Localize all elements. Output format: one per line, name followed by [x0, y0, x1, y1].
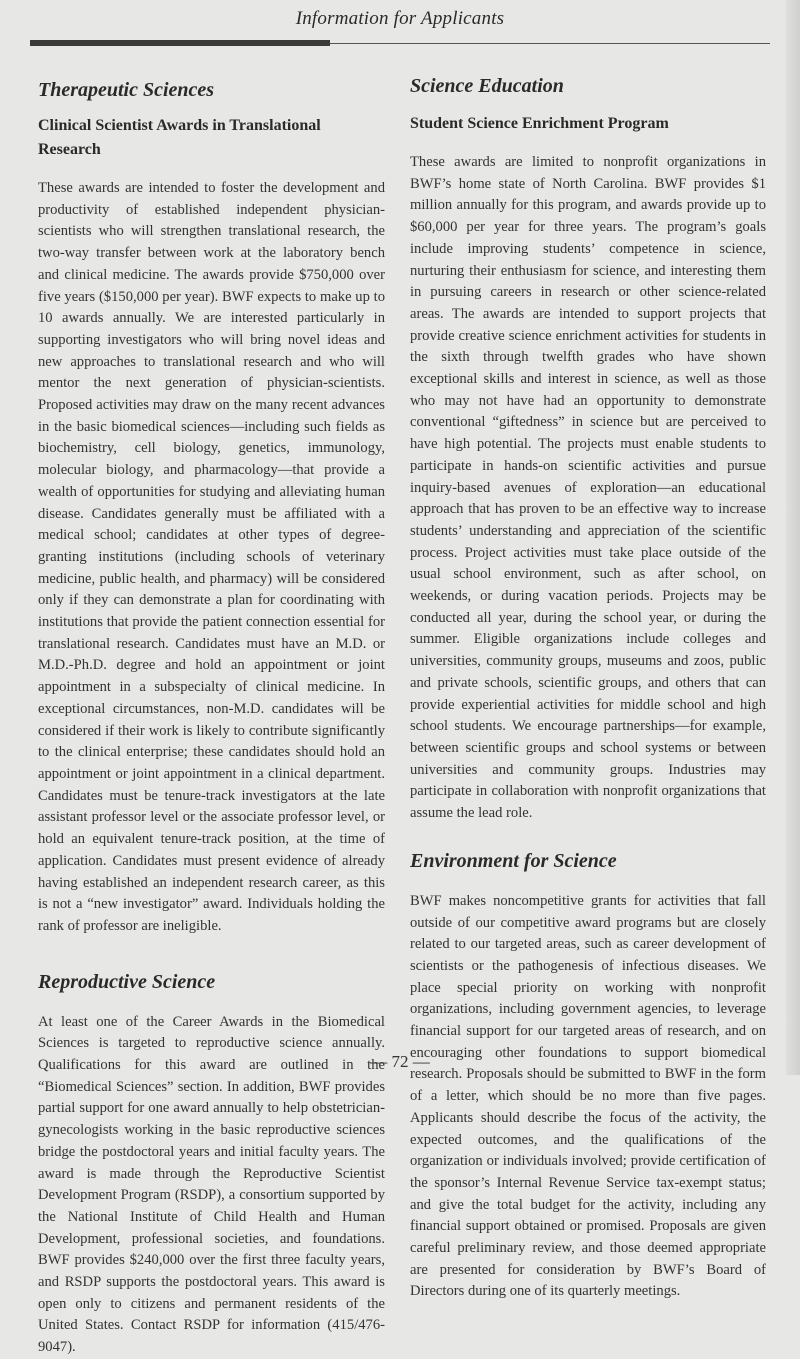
header-rule-thick [30, 40, 330, 46]
paragraph-clinical-scientist: These awards are intended to foster the development and productivity of established independent physician-scientists who will strengthen translational research, the two-way transfer between work at the laboratory bench and clinical medicine. The awards provide $750,000 over five years ($150,000 per year). BWF expects to make up to 10 awards annually. We are interested particularly in supporting investigators who will bring novel ideas and new approaches to translational research and who will mentor the next generation of physician-scientists. Proposed activities may draw on the many recent advances in the basic biomedical sciences—including such fields as biochemistry, cell biology, genetics, immunology, molecular biology, and pharmacology—that provide a wealth of opportunities for studying and alleviating human disease. Candidates generally must be affiliated with a medical school; candidates at other types of degree-granting institutions (including schools of veterinary medicine, public health, and pharmacy) will be considered only if they can demonstrate a plan for coordinating with institutions that provide the patient connection essential for translational research. Candidates must have an M.D. or M.D.-Ph.D. degree and hold an appointment or joint appointment in a subspecialty of clinical medicine. In exceptional circumstances, non-M.D. candidates will be considered if their work is likely to contribute significantly to the clinical enterprise; these candidates should hold an appointment or joint appointment in a clinical department. Candidates must be tenure-track investigators at the late assistant professor level or the associate professor level, or hold an equivalent tenure-track position, at the time of application. Candidates must present evidence of already having established an independent research career, as this is not a “new investigator” award. Individuals holding the rank of professor are ineligible. [38, 180, 385, 934]
section-title-environment: Environment for Science [410, 849, 617, 872]
paragraph-reproductive: At least one of the Career Awards in the Biomedical Sciences is targeted to reproductive science annually. Qualifications for this award are outlined in the “Biomedical Sciences” section. In addition, BWF provides partial support for one award annually to help obstetrician-gynecologists working in the basic reproductive sciences bridge the postdoctoral years and initial faculty years. The award is made through the Reproductive Scientist Development Program (RSDP), a consortium supported by the National Institute of Child Health and Human Development, professional societies, and foundations. BWF provides $240,000 over the first three faculty years, and RSDP supports the postdoctoral years. This award is open only to citizens and permanent residents of the United States. Contact RSDP for information (415/476-9047). [38, 1013, 385, 1356]
right-column [410, 72, 766, 1303]
header-rule-thin [330, 43, 770, 44]
subsection-title-student-enrichment: Student Science Enrichment Program [410, 115, 669, 132]
section-title-reproductive: Reproductive Science [38, 970, 216, 993]
running-header: Information for Applicants [295, 8, 505, 29]
paragraph-student-enrichment: These awards are limited to nonprofit organizations in BWF’s home state of North Carolina. BWF provides $1 million annually for this program, and awards provide up to $60,000 per year for three years. The program’s goals include improving students’ competence in science, nurturing their enthusiasm for science, and interesting them in pursuing careers in research or other science-related areas. The awards are intended to support projects that provide creative science enrichment activities for students in the sixth through twelfth grades who have shown exceptional skills and interest in science, as well as those who may not have had an opportunity to demonstrate conventional “giftedness” in science but are perceived to have high potential. The projects must enable students to participate in hands-on scientific activities and pursue inquiry-based avenues of exploration—an educational approach that has proven to be an effective way to increase students’ understanding and appreciation of the scientific process. Project activities must take place outside of the usual school environment, such as after school, on weekends, or during vacation periods. Projects may be conducted all year, during the school year, or during the summer. Eligible organizations include colleges and universities, community groups, museums and zoos, public and private schools, scientific groups, and others that can provide experiential activities for middle school and high school students. We encourage partnerships—for example, between scientific groups and school systems or between universities and community groups. Industries may participate in collaboration with nonprofit organizations that assume the lead role. [410, 154, 766, 822]
paragraph-environment: BWF makes noncompetitive grants for activities that fall outside of our competitive award programs but are closely related to our targeted areas, such as career development of scientists or the pathogenesis of infectious diseases. We place special priority on working with nonprofit organizations, including government agencies, to leverage financial support for our targeted areas of research, and on encouraging other foundations to support biomedical research. Proposals should be submitted to BWF in the form of a letter, which should be no more than five pages. Applicants should describe the focus of the activity, the expected outcomes, and the qualifications of the organization or individuals involved; provide certification of the sponsor’s Internal Revenue Service tax-exempt status; and give the total budget for the activity, including any financial support obtained or promised. Proposals are given careful preliminary review, and those deemed appropriate are presented for consideration by BWF’s Board of Directors during one of its quarterly meetings. [410, 892, 766, 1300]
subsection-title-clinical-scientist: Clinical Scientist Awards in Translational Research [38, 117, 321, 158]
section-title-education: Science Education [410, 75, 564, 97]
section-title-therapeutic: Therapeutic Sciences [38, 79, 215, 101]
page-number: — 72 — [370, 1052, 430, 1071]
left-column [38, 72, 385, 1359]
page-edge-shadow [786, 0, 800, 1075]
